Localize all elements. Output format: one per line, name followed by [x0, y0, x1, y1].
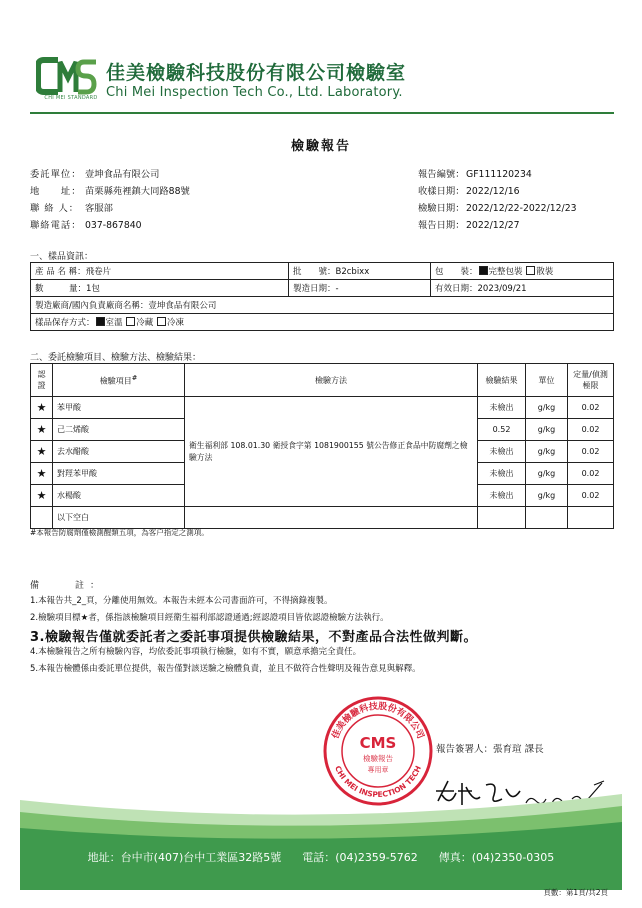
client-address-row — [30, 185, 190, 199]
svg-text:CHI MEI INSPECTION TECH: CHI MEI INSPECTION TECH — [333, 764, 423, 800]
logo-subtitle: CHI MEI STANDARD — [44, 95, 98, 101]
cert-star-icon: ★ — [31, 419, 53, 441]
received-date-row — [418, 185, 520, 199]
footer-phone: (04)2359-5762 — [335, 851, 418, 864]
result-unit: g/kg — [526, 485, 568, 507]
exp-date-cell — [431, 280, 614, 297]
signer-label: 報告簽署人： — [436, 744, 494, 755]
remark-item: 1.本報告共_2_頁，分離使用無效。本報告未經本公司書面許可，不得摘錄複製。 — [30, 596, 333, 606]
maker-label: 製造廠商/國內負責廠商名稱： — [35, 301, 149, 311]
detection-limit: 0.02 — [568, 485, 614, 507]
header-result: 檢驗結果 — [478, 364, 526, 397]
footer-fax: (04)2350-0305 — [471, 851, 555, 864]
mfg-date-cell — [289, 280, 431, 297]
header-limit: 定量/偵測極限 — [568, 364, 614, 397]
checkbox-checked-icon — [479, 266, 488, 275]
pack-option-bulk: 散裝 — [536, 267, 554, 277]
detection-limit: 0.02 — [568, 441, 614, 463]
result-unit: g/kg — [526, 441, 568, 463]
report-number-label: 報告編號： — [418, 169, 465, 180]
footer-address: 台中市(407)台中工業區32路5號 — [120, 851, 282, 864]
client-contact-row — [30, 202, 113, 216]
remark-item: 5.本報告檢體係由委託單位提供，報告僅對該送驗之檢體負責，並且不做符合性聲明及報告意見與解釋。 — [30, 664, 421, 674]
storage-option-frozen: 冷凍 — [166, 318, 184, 328]
svg-text:CMS: CMS — [359, 734, 397, 752]
storage-option-fridge: 冷藏 — [136, 318, 154, 328]
checkbox-empty-icon — [126, 317, 135, 326]
pack-cell — [431, 263, 614, 280]
item-name: 己二烯酸 — [53, 419, 185, 441]
client-phone: 037-867840 — [85, 220, 142, 231]
mfg-date: - — [335, 284, 339, 294]
batch-label: 批 號： — [293, 267, 336, 277]
batch-cell — [289, 263, 431, 280]
result-unit: g/kg — [526, 397, 568, 419]
storage-option-room: 室溫 — [105, 318, 123, 328]
table-row-blank — [31, 507, 614, 529]
client-contact-label: 聯 絡 人： — [30, 203, 80, 214]
tested-date: 2022/12/22-2022/12/23 — [466, 203, 577, 214]
pack-label: 包 裝： — [435, 267, 478, 277]
company-name-en: Chi Mei Inspection Tech Co., Ltd. Laboratory. — [106, 85, 403, 100]
cert-star-icon: ★ — [31, 485, 53, 507]
header-unit: 單位 — [526, 364, 568, 397]
maker-cell — [31, 297, 614, 314]
svg-text:專用章: 專用章 — [367, 766, 389, 774]
checkbox-checked-icon — [96, 317, 105, 326]
remark-item-emphasis: 3.檢驗報告僅就委託者之委託事項提供檢驗結果，不對產品合法性做判斷。 — [30, 630, 477, 645]
results-footnote: #本報告防腐劑僅檢測醒類五項，為客户指定之測項。 — [30, 528, 209, 537]
maker: 壹坤食品有限公司 — [148, 301, 217, 311]
checkbox-empty-icon — [157, 317, 166, 326]
detection-limit: 0.02 — [568, 419, 614, 441]
client-contact: 客服部 — [85, 203, 113, 214]
result-value: 未檢出 — [478, 485, 526, 507]
header-cert: 認證 — [31, 364, 53, 397]
product-name-cell — [31, 263, 289, 280]
header-item — [53, 364, 185, 397]
cert-star-icon: ★ — [31, 397, 53, 419]
company-seal-icon — [322, 695, 434, 807]
sample-section-title: 一、樣品資訊： — [30, 252, 94, 262]
blank-text: 以下空白 — [53, 507, 185, 529]
company-name-cn: 佳美檢驗科技股份有限公司檢驗室 — [106, 62, 407, 84]
client-address: 苗栗縣苑裡鎮大同路88號 — [85, 186, 190, 197]
detection-limit: 0.02 — [568, 463, 614, 485]
remark-item: 4.本檢驗報告之所有檢驗內容，均依委託事項執行檢驗，如有不實，願意承擔完全責任。 — [30, 647, 362, 657]
signer-line — [436, 741, 544, 755]
issued-date: 2022/12/27 — [466, 220, 520, 231]
client-unit: 壹坤食品有限公司 — [85, 169, 160, 180]
item-name: 去水醋酸 — [53, 441, 185, 463]
header-item-sup: # — [131, 373, 138, 382]
issued-date-row — [418, 219, 520, 233]
result-value: 0.52 — [478, 419, 526, 441]
results-section-title: 二、委託檢驗項目、檢驗方法、檢驗結果： — [30, 353, 202, 363]
result-value: 未檢出 — [478, 441, 526, 463]
product-name: 飛卷片 — [85, 267, 112, 277]
remark-item: 2.檢驗項目標★者，係指該檢驗項目經衛生福利部認證通過;經認證項目皆依認證檢驗方法執行。 — [30, 613, 389, 623]
checkbox-empty-icon — [526, 266, 535, 275]
results-header-row — [31, 364, 614, 397]
cert-star-icon: ★ — [31, 463, 53, 485]
header-divider — [30, 112, 614, 114]
client-phone-row — [30, 219, 142, 233]
tested-date-row — [418, 202, 577, 216]
exp-date: 2023/09/21 — [477, 284, 527, 294]
signer-name: 張育瑄 — [493, 744, 522, 755]
exp-date-label: 有效日期： — [435, 284, 478, 294]
report-number-row — [418, 168, 532, 182]
client-address-label: 地 址： — [30, 186, 82, 197]
svg-text:佳美檢驗科技股份有限公司: 佳美檢驗科技股份有限公司 — [330, 701, 426, 741]
issued-date-label: 報告日期： — [418, 220, 465, 231]
table-row — [31, 397, 614, 419]
signer-title: 課長 — [524, 744, 544, 755]
result-value: 未檢出 — [478, 397, 526, 419]
item-name: 苯甲酸 — [53, 397, 185, 419]
client-unit-label: 委託單位： — [30, 169, 82, 180]
footer-address-label: 地址： — [87, 851, 121, 864]
item-name: 對羥苯甲酸 — [53, 463, 185, 485]
received-date: 2022/12/16 — [466, 186, 520, 197]
method-text: 衛生福利部 108.01.30 衛授食字第 1081900155 號公告修正食品中防腐劑之檢驗方法 — [185, 397, 478, 507]
header-item-label: 檢驗項目 — [99, 376, 132, 386]
qty-cell — [31, 280, 289, 297]
result-value: 未檢出 — [478, 463, 526, 485]
footer-phone-label: 電話： — [302, 851, 336, 864]
qty: 1包 — [86, 284, 100, 294]
mfg-date-label: 製造日期： — [293, 284, 336, 294]
footer-band — [20, 792, 622, 890]
storage-label: 樣品保存方式： — [35, 318, 95, 328]
storage-cell — [31, 314, 614, 331]
item-name: 水楊酸 — [53, 485, 185, 507]
footer-contact — [20, 849, 622, 865]
result-unit: g/kg — [526, 463, 568, 485]
footer-fax-label: 傳真： — [438, 851, 472, 864]
batch: B2cbixx — [335, 267, 370, 277]
product-name-label: 產 品 名 稱： — [35, 267, 86, 277]
sample-info-table — [30, 262, 614, 331]
remarks-title: 備 註： — [30, 581, 106, 591]
detection-limit: 0.02 — [568, 397, 614, 419]
client-phone-label: 聯絡電話： — [30, 220, 82, 231]
page-number: 頁數：第1頁/共2頁 — [543, 888, 608, 897]
client-unit-row — [30, 168, 159, 182]
result-unit: g/kg — [526, 419, 568, 441]
header-method: 檢驗方法 — [185, 364, 478, 397]
qty-label: 數 量： — [35, 284, 87, 294]
tested-date-label: 檢驗日期： — [418, 203, 465, 214]
cert-star-icon: ★ — [31, 441, 53, 463]
pack-option-complete: 完整包裝 — [488, 267, 523, 277]
report-title: 檢驗報告 — [290, 139, 351, 154]
report-number: GF111120234 — [466, 169, 532, 180]
results-table — [30, 363, 614, 529]
svg-text:檢驗報告: 檢驗報告 — [363, 754, 393, 763]
received-date-label: 收樣日期： — [418, 186, 465, 197]
